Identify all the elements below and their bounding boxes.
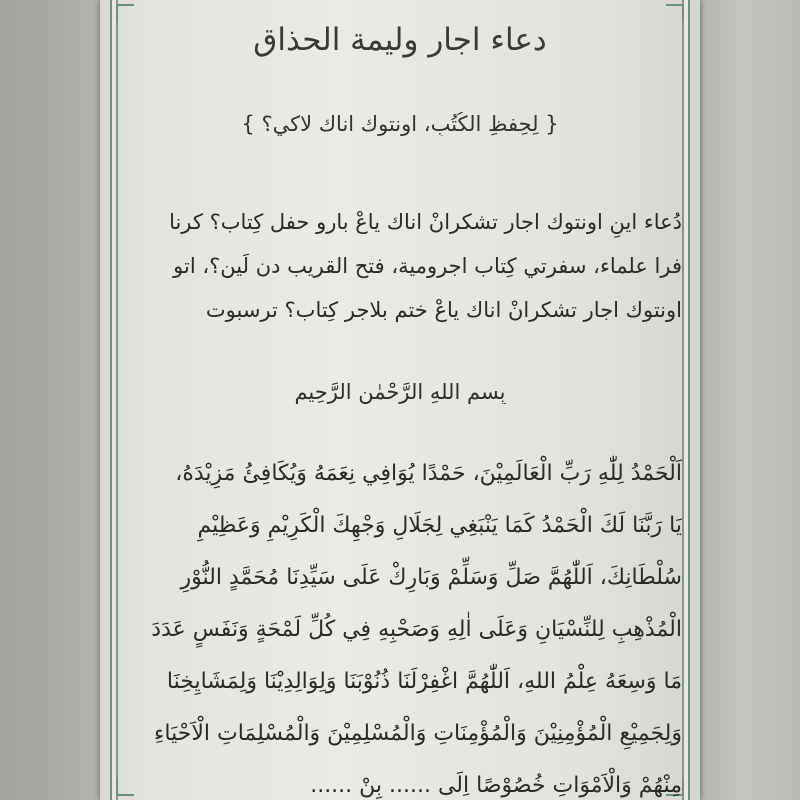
- basmala: بِسمِ اللهِ الرَّحْمٰنِ الرَّحِيمِ: [294, 380, 506, 404]
- book-page: [100, 0, 700, 800]
- frame-corner-ornament: [666, 4, 684, 22]
- prayer-line: مَا وَسِعَهُ عِلْمُ اللهِ، اَللّٰهُمَّ اغْفِرْلَنَا ذُنُوْبَنَا وَلِوَالِدِيْنَا وَلِمَشَايِخِنَا: [166, 669, 682, 694]
- prayer-line: اَلْحَمْدُ لِلّٰهِ رَبِّ الْعَالَمِيْنَ، حَمْدًا يُوَافِي نِعَمَهُ وَيُكَافِئُ مَزِيْدَهُ،: [175, 461, 682, 486]
- prayer-line: مِنْهُمْ وَالْاَمْوَاتِ خُصُوْصًا اِلَى ...... بِنْ ......: [310, 773, 682, 798]
- intro-line: اونتوك اجار تشكرانْ اناك ياعْ ختم بلاجر كِتاب؟ ترسبوت: [205, 298, 682, 322]
- prayer-line: يَا رَبَّنَا لَكَ الْحَمْدُ كَمَا يَنْبَغِي لِجَلَالِ وَجْهِكَ الْكَرِيْمِ وَعَظِيْمِ: [197, 513, 682, 538]
- prayer-line: وَلِجَمِيْعِ الْمُؤْمِنِيْنَ وَالْمُؤْمِنَاتِ وَالْمُسْلِمِيْنَ وَالْمُسْلِمَاتِ الْاَحْيَاءِ: [154, 721, 682, 746]
- intro-line: فرا علماء، سفرتي كِتاب اجرومية، فتح القريب دن لَين؟، اتو: [173, 254, 682, 278]
- prayer-line: الْمُذْهِبِ لِلنِّسْيَانِ وَعَلَى اٰلِهِ وَصَحْبِهِ فِي كُلِّ لَمْحَةٍ وَنَفَسٍ عَدَدَ: [151, 617, 682, 642]
- intro-line: دُعاء اينِ اونتوك اجار تشكرانْ اناك ياعْ بارو حفل كِتاب؟ كرنا: [169, 210, 682, 234]
- prayer-line: سُلْطَانِكَ، اَللّٰهُمَّ صَلِّ وَسَلِّمْ وَبَارِكْ عَلَى سَيِّدِنَا مُحَمَّدٍ النُّوْرِ: [180, 565, 682, 590]
- page-subtitle: { لِحِفظِ الكُتُبِ، اونتوك اناك لاكي؟ }: [241, 112, 559, 136]
- prayer-text: [118, 448, 682, 800]
- intro-paragraph: [118, 200, 682, 332]
- frame-corner-ornament: [116, 4, 134, 22]
- underlying-page: [700, 0, 800, 800]
- page-title: دعاء اجار وليمة الحذاق: [253, 22, 547, 58]
